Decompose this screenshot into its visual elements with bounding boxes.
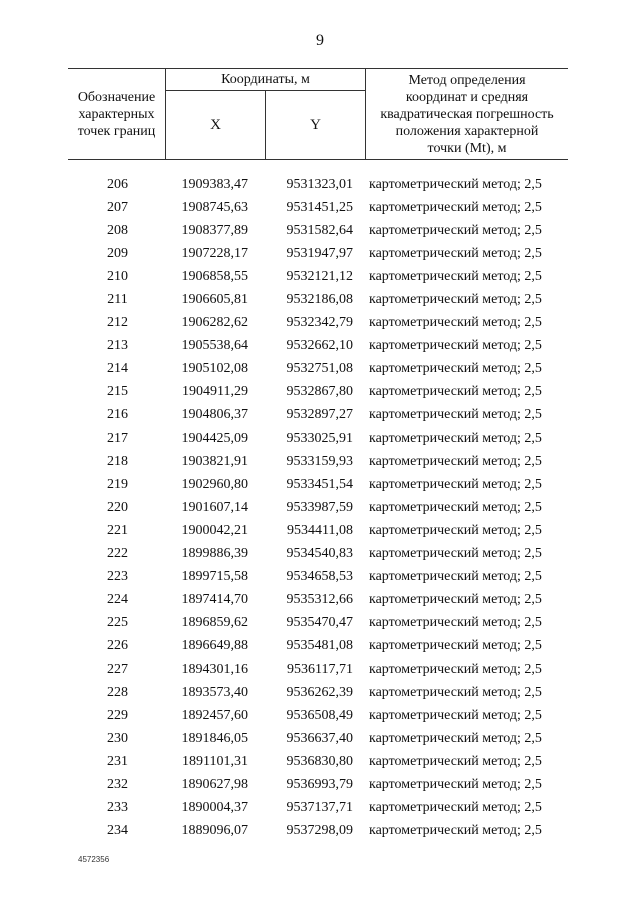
coordinates-table-header bbox=[68, 68, 568, 160]
table-row bbox=[68, 635, 568, 658]
y-coordinate-cell: 9533987,59 bbox=[286, 499, 353, 515]
table-row bbox=[68, 242, 568, 265]
y-coordinate-cell: 9536830,80 bbox=[286, 753, 353, 769]
y-coordinate-cell: 9532867,80 bbox=[286, 384, 353, 400]
x-coordinate-cell: 1899715,58 bbox=[181, 569, 248, 585]
column-header-y: Y bbox=[266, 91, 366, 160]
method-cell: картометрический метод; 2,5 bbox=[369, 730, 542, 746]
table-row bbox=[68, 196, 568, 219]
table-row bbox=[68, 566, 568, 589]
x-coordinate-cell: 1901607,14 bbox=[181, 499, 248, 515]
y-coordinate-cell: 9536637,40 bbox=[286, 730, 353, 746]
table-row bbox=[68, 704, 568, 727]
method-cell: картометрический метод; 2,5 bbox=[369, 315, 542, 331]
x-coordinate-cell: 1894301,16 bbox=[181, 661, 248, 677]
column-header-method: Метод определения координат и средняя квадратическая погрешность положения характерной точки (Mt), м bbox=[366, 69, 569, 160]
y-coordinate-cell: 9532897,27 bbox=[286, 407, 353, 423]
y-coordinate-cell: 9537298,09 bbox=[286, 823, 353, 839]
y-coordinate-cell: 9535312,66 bbox=[286, 592, 353, 608]
method-cell: картометрический метод; 2,5 bbox=[369, 407, 542, 423]
method-cell: картометрический метод; 2,5 bbox=[369, 592, 542, 608]
point-id-cell: 231 bbox=[107, 753, 128, 769]
point-id-cell: 207 bbox=[107, 199, 128, 215]
y-coordinate-cell: 9536993,79 bbox=[286, 776, 353, 792]
y-coordinate-cell: 9535481,08 bbox=[286, 638, 353, 654]
y-coordinate-cell: 9531947,97 bbox=[286, 245, 353, 261]
point-id-cell: 227 bbox=[107, 661, 128, 677]
point-id-cell: 232 bbox=[107, 776, 128, 792]
point-id-cell: 217 bbox=[107, 430, 128, 446]
y-coordinate-cell: 9533451,54 bbox=[286, 476, 353, 492]
x-coordinate-cell: 1902960,80 bbox=[181, 476, 248, 492]
table-row bbox=[68, 173, 568, 196]
point-id-cell: 206 bbox=[107, 176, 128, 192]
point-id-cell: 216 bbox=[107, 407, 128, 423]
method-cell: картометрический метод; 2,5 bbox=[369, 476, 542, 492]
table-row bbox=[68, 496, 568, 519]
x-coordinate-cell: 1907228,17 bbox=[181, 245, 248, 261]
x-coordinate-cell: 1908745,63 bbox=[181, 199, 248, 215]
x-coordinate-cell: 1897414,70 bbox=[181, 592, 248, 608]
table-row bbox=[68, 427, 568, 450]
point-id-cell: 229 bbox=[107, 707, 128, 723]
y-coordinate-cell: 9536508,49 bbox=[286, 707, 353, 723]
point-id-cell: 223 bbox=[107, 569, 128, 585]
x-coordinate-cell: 1891101,31 bbox=[182, 753, 248, 769]
y-coordinate-cell: 9531323,01 bbox=[286, 176, 353, 192]
table-row bbox=[68, 750, 568, 773]
y-coordinate-cell: 9532662,10 bbox=[286, 338, 353, 354]
method-cell: картометрический метод; 2,5 bbox=[369, 245, 542, 261]
table-row bbox=[68, 381, 568, 404]
x-coordinate-cell: 1905102,08 bbox=[181, 361, 248, 377]
point-id-cell: 219 bbox=[107, 476, 128, 492]
point-id-cell: 233 bbox=[107, 800, 128, 816]
x-coordinate-cell: 1892457,60 bbox=[181, 707, 248, 723]
point-id-cell: 222 bbox=[107, 546, 128, 562]
point-id-cell: 214 bbox=[107, 361, 128, 377]
y-coordinate-cell: 9536117,71 bbox=[287, 661, 353, 677]
y-coordinate-cell: 9536262,39 bbox=[286, 684, 353, 700]
method-cell: картометрический метод; 2,5 bbox=[369, 753, 542, 769]
y-coordinate-cell: 9533159,93 bbox=[286, 453, 353, 469]
table-row bbox=[68, 519, 568, 542]
method-cell: картометрический метод; 2,5 bbox=[369, 430, 542, 446]
table-row bbox=[68, 335, 568, 358]
point-id-cell: 212 bbox=[107, 315, 128, 331]
table-row bbox=[68, 820, 568, 843]
method-cell: картометрический метод; 2,5 bbox=[369, 569, 542, 585]
x-coordinate-cell: 1899886,39 bbox=[181, 546, 248, 562]
method-cell: картометрический метод; 2,5 bbox=[369, 776, 542, 792]
table-row bbox=[68, 473, 568, 496]
method-cell: картометрический метод; 2,5 bbox=[369, 707, 542, 723]
x-coordinate-cell: 1905538,64 bbox=[181, 338, 248, 354]
x-coordinate-cell: 1890627,98 bbox=[181, 776, 248, 792]
x-coordinate-cell: 1906282,62 bbox=[181, 315, 248, 331]
x-coordinate-cell: 1890004,37 bbox=[181, 800, 248, 816]
x-coordinate-cell: 1909383,47 bbox=[181, 176, 248, 192]
y-coordinate-cell: 9532121,12 bbox=[286, 268, 353, 284]
method-cell: картометрический метод; 2,5 bbox=[369, 222, 542, 238]
table-row bbox=[68, 312, 568, 335]
y-coordinate-cell: 9534411,08 bbox=[287, 522, 353, 538]
page-number: 9 bbox=[316, 32, 324, 49]
table-row bbox=[68, 681, 568, 704]
point-id-cell: 234 bbox=[107, 823, 128, 839]
method-cell: картометрический метод; 2,5 bbox=[369, 546, 542, 562]
coordinates-table-body bbox=[68, 173, 568, 843]
x-coordinate-cell: 1896859,62 bbox=[181, 615, 248, 631]
x-coordinate-cell: 1891846,05 bbox=[181, 730, 248, 746]
column-header-points: Обозначение характерных точек границ bbox=[68, 69, 166, 160]
column-header-coordinates: Координаты, м bbox=[166, 69, 366, 91]
method-cell: картометрический метод; 2,5 bbox=[369, 800, 542, 816]
y-coordinate-cell: 9532751,08 bbox=[286, 361, 353, 377]
x-coordinate-cell: 1889096,07 bbox=[181, 823, 248, 839]
method-cell: картометрический метод; 2,5 bbox=[369, 661, 542, 677]
y-coordinate-cell: 9532342,79 bbox=[286, 315, 353, 331]
point-id-cell: 228 bbox=[107, 684, 128, 700]
x-coordinate-cell: 1904806,37 bbox=[181, 407, 248, 423]
y-coordinate-cell: 9531451,25 bbox=[286, 199, 353, 215]
point-id-cell: 220 bbox=[107, 499, 128, 515]
x-coordinate-cell: 1904911,29 bbox=[182, 384, 248, 400]
document-code: 4572356 bbox=[78, 855, 110, 864]
method-cell: картометрический метод; 2,5 bbox=[369, 453, 542, 469]
method-cell: картометрический метод; 2,5 bbox=[369, 199, 542, 215]
y-coordinate-cell: 9535470,47 bbox=[286, 615, 353, 631]
table-row bbox=[68, 358, 568, 381]
table-row bbox=[68, 773, 568, 796]
table-row bbox=[68, 797, 568, 820]
table-row bbox=[68, 450, 568, 473]
table-row bbox=[68, 727, 568, 750]
x-coordinate-cell: 1904425,09 bbox=[181, 430, 248, 446]
point-id-cell: 230 bbox=[107, 730, 128, 746]
point-id-cell: 221 bbox=[107, 522, 128, 538]
point-id-cell: 208 bbox=[107, 222, 128, 238]
method-cell: картометрический метод; 2,5 bbox=[369, 684, 542, 700]
table-row bbox=[68, 589, 568, 612]
point-id-cell: 224 bbox=[107, 592, 128, 608]
table-row bbox=[68, 288, 568, 311]
point-id-cell: 226 bbox=[107, 638, 128, 654]
x-coordinate-cell: 1906605,81 bbox=[181, 292, 248, 308]
x-coordinate-cell: 1906858,55 bbox=[181, 268, 248, 284]
point-id-cell: 210 bbox=[107, 268, 128, 284]
x-coordinate-cell: 1896649,88 bbox=[181, 638, 248, 654]
method-cell: картометрический метод; 2,5 bbox=[369, 384, 542, 400]
y-coordinate-cell: 9532186,08 bbox=[286, 292, 353, 308]
method-cell: картометрический метод; 2,5 bbox=[369, 292, 542, 308]
point-id-cell: 213 bbox=[107, 338, 128, 354]
method-cell: картометрический метод; 2,5 bbox=[369, 823, 542, 839]
table-row bbox=[68, 612, 568, 635]
method-cell: картометрический метод; 2,5 bbox=[369, 338, 542, 354]
point-id-cell: 215 bbox=[107, 384, 128, 400]
x-coordinate-cell: 1893573,40 bbox=[181, 684, 248, 700]
method-cell: картометрический метод; 2,5 bbox=[369, 176, 542, 192]
point-id-cell: 218 bbox=[107, 453, 128, 469]
y-coordinate-cell: 9537137,71 bbox=[286, 800, 353, 816]
point-id-cell: 225 bbox=[107, 615, 128, 631]
y-coordinate-cell: 9531582,64 bbox=[286, 222, 353, 238]
y-coordinate-cell: 9533025,91 bbox=[286, 430, 353, 446]
y-coordinate-cell: 9534540,83 bbox=[286, 546, 353, 562]
method-cell: картометрический метод; 2,5 bbox=[369, 638, 542, 654]
method-cell: картометрический метод; 2,5 bbox=[369, 522, 542, 538]
method-cell: картометрический метод; 2,5 bbox=[369, 499, 542, 515]
column-header-x: X bbox=[166, 91, 266, 160]
table-row bbox=[68, 658, 568, 681]
table-row bbox=[68, 219, 568, 242]
point-id-cell: 209 bbox=[107, 245, 128, 261]
point-id-cell: 211 bbox=[107, 292, 128, 308]
x-coordinate-cell: 1908377,89 bbox=[181, 222, 248, 238]
method-cell: картометрический метод; 2,5 bbox=[369, 268, 542, 284]
method-cell: картометрический метод; 2,5 bbox=[369, 615, 542, 631]
table-row bbox=[68, 265, 568, 288]
table-row bbox=[68, 404, 568, 427]
x-coordinate-cell: 1900042,21 bbox=[181, 522, 248, 538]
x-coordinate-cell: 1903821,91 bbox=[181, 453, 248, 469]
table-row bbox=[68, 543, 568, 566]
y-coordinate-cell: 9534658,53 bbox=[286, 569, 353, 585]
method-cell: картометрический метод; 2,5 bbox=[369, 361, 542, 377]
